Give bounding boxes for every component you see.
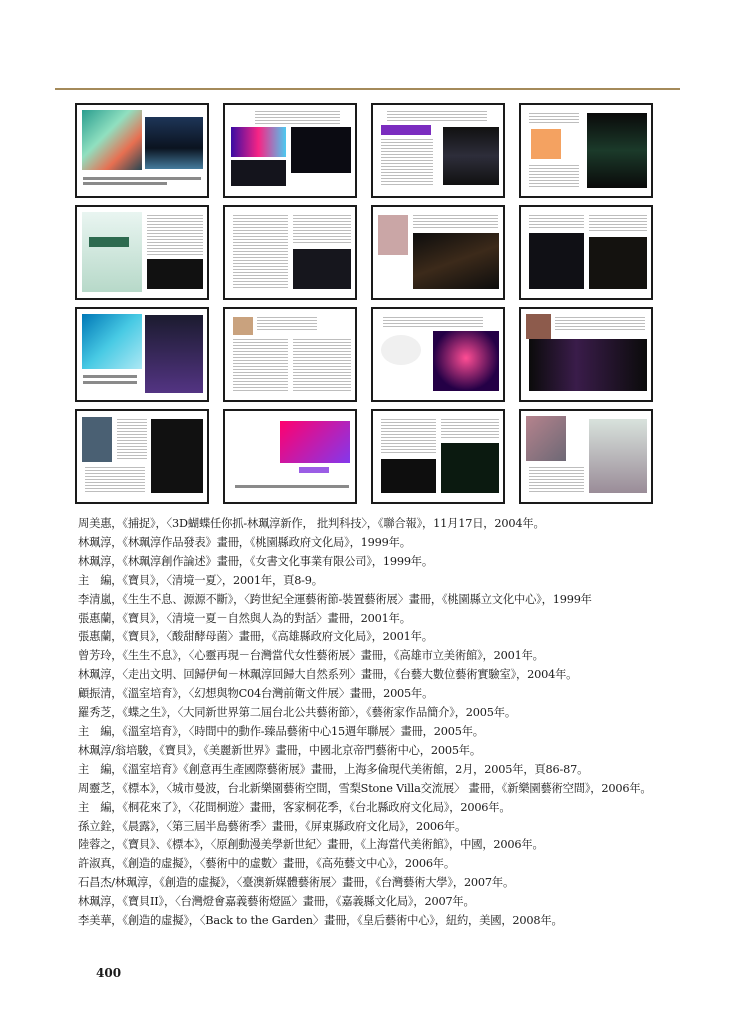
catalog-spread-12	[519, 307, 653, 402]
reference-item: 李清嵐，《生生不息、源源不斷》，〈跨世紀全運藝術節-裝置藝術展〉畫冊，《桃園縣立文化中心》，1999年	[78, 592, 592, 606]
reference-item: 顧振清，《溫室培育》，〈幻想與物C04台灣前衛文件展〉畫冊，2005年。	[78, 687, 434, 701]
catalog-spread-16	[519, 409, 653, 504]
reference-item: 林珮淳，《林珮淳創作論述》畫冊，《女書文化事業有限公司》，1999年。	[78, 554, 434, 568]
reference-item: 主 編，《桐花來了》，〈花間桐遊〉畫冊，客家桐花季，《台北縣政府文化局》，2006年。	[78, 800, 511, 814]
catalog-spread-11	[371, 307, 505, 402]
reference-item: 林珮淳/翁培駿，《寶貝》，《美麗新世界》畫冊，中國北京帝門藝術中心，2005年。	[78, 743, 482, 757]
catalog-spread-14	[223, 409, 357, 504]
catalog-spread-7	[371, 205, 505, 300]
reference-item: 羅秀芝，《蝶之生》，〈大同新世界第二屆台北公共藝術節〉，《藝術家作品簡介》，2005年。	[78, 706, 516, 720]
catalog-spread-4	[519, 103, 653, 198]
reference-item: 許淑真，《創造的虛擬》，〈藝術中的虛數〉畫冊，《高苑藝文中心》，2006年。	[78, 857, 455, 871]
reference-item: 陸蓉之，《寶貝》、《標本》，〈原創動漫美學新世紀〉畫冊，《上海當代美術館》，中國，2006年。	[78, 838, 544, 852]
reference-item: 曾芳玲，《生生不息》，〈心靈再現－台灣當代女性藝術展〉畫冊，《高雄市立美術館》，2001年。	[78, 649, 544, 663]
catalog-spread-15	[371, 409, 505, 504]
catalog-spread-13	[75, 409, 209, 504]
reference-item: 周靈芝，《標本》，〈城市曼波，台北新樂園藝術空間，雪梨Stone Villa交流展〉 畫冊，《新樂園藝術空間》，2006年。	[78, 781, 652, 795]
reference-item: 張惠蘭，《寶貝》，〈酸甜酵母菌〉畫冊，《高雄縣政府文化局》，2001年。	[78, 630, 433, 644]
reference-item: 張惠蘭，《寶貝》，〈清境一夏－自然與人為的對話〉畫冊，2001年。	[78, 611, 411, 625]
reference-item: 林珮淳，《林珮淳作品發表》畫冊，《桃園縣政府文化局》，1999年。	[78, 535, 411, 549]
reference-item: 周美惠，《捕捉》，〈3D蝴蝶任你抓-林珮淳新作， 批判科技〉，《聯合報》，11月17日，2004年。	[78, 517, 545, 530]
catalog-spread-10	[223, 307, 357, 402]
reference-item: 主 編，《寶貝》，〈清境一夏〉，2001年，頁8-9。	[78, 573, 323, 587]
reference-item: 孫立銓，《晨露》，〈第三屆半島藝術季〉畫冊，《屏東縣政府文化局》，2006年。	[78, 819, 467, 833]
reference-item: 李美華，《創造的虛擬》，〈Back to the Garden〉畫冊，《皇后藝術中心》，紐約，美國，2008年。	[78, 914, 563, 928]
reference-item: 主 編，《溫室培育》，〈時間中的動作-臻品藝術中心15週年聯展〉畫冊，2005年。	[78, 724, 484, 738]
catalog-spread-3	[371, 103, 505, 198]
thumbnail-grid	[75, 103, 653, 504]
catalog-spread-1	[75, 103, 209, 198]
reference-item: 林珮淳，〈走出文明、回歸伊甸－林珮淳回歸大自然系列〉畫冊，《台藝大數位藝術實驗室》，2004年。	[78, 668, 578, 682]
reference-item: 林珮淳，《寶貝II》，〈台灣燈會嘉義藝術燈區〉畫冊，《嘉義縣文化局》，2007年。	[78, 895, 475, 909]
page-number: 400	[96, 966, 122, 980]
reference-item: 主 編，《溫室培育》《創意再生產國際藝術展》畫冊，上海多倫現代美術館，2月，2005年，頁86-87。	[78, 762, 589, 776]
reference-list	[78, 515, 698, 931]
catalog-spread-8	[519, 205, 653, 300]
reference-item: 石昌杰/林珮淳，《創造的虛擬》，〈臺澳新媒體藝術展〉畫冊，《台灣藝術大學》，2007年。	[78, 876, 515, 890]
catalog-spread-2	[223, 103, 357, 198]
catalog-spread-5	[75, 205, 209, 300]
catalog-spread-9	[75, 307, 209, 402]
catalog-spread-6	[223, 205, 357, 300]
header-rule	[55, 88, 680, 90]
